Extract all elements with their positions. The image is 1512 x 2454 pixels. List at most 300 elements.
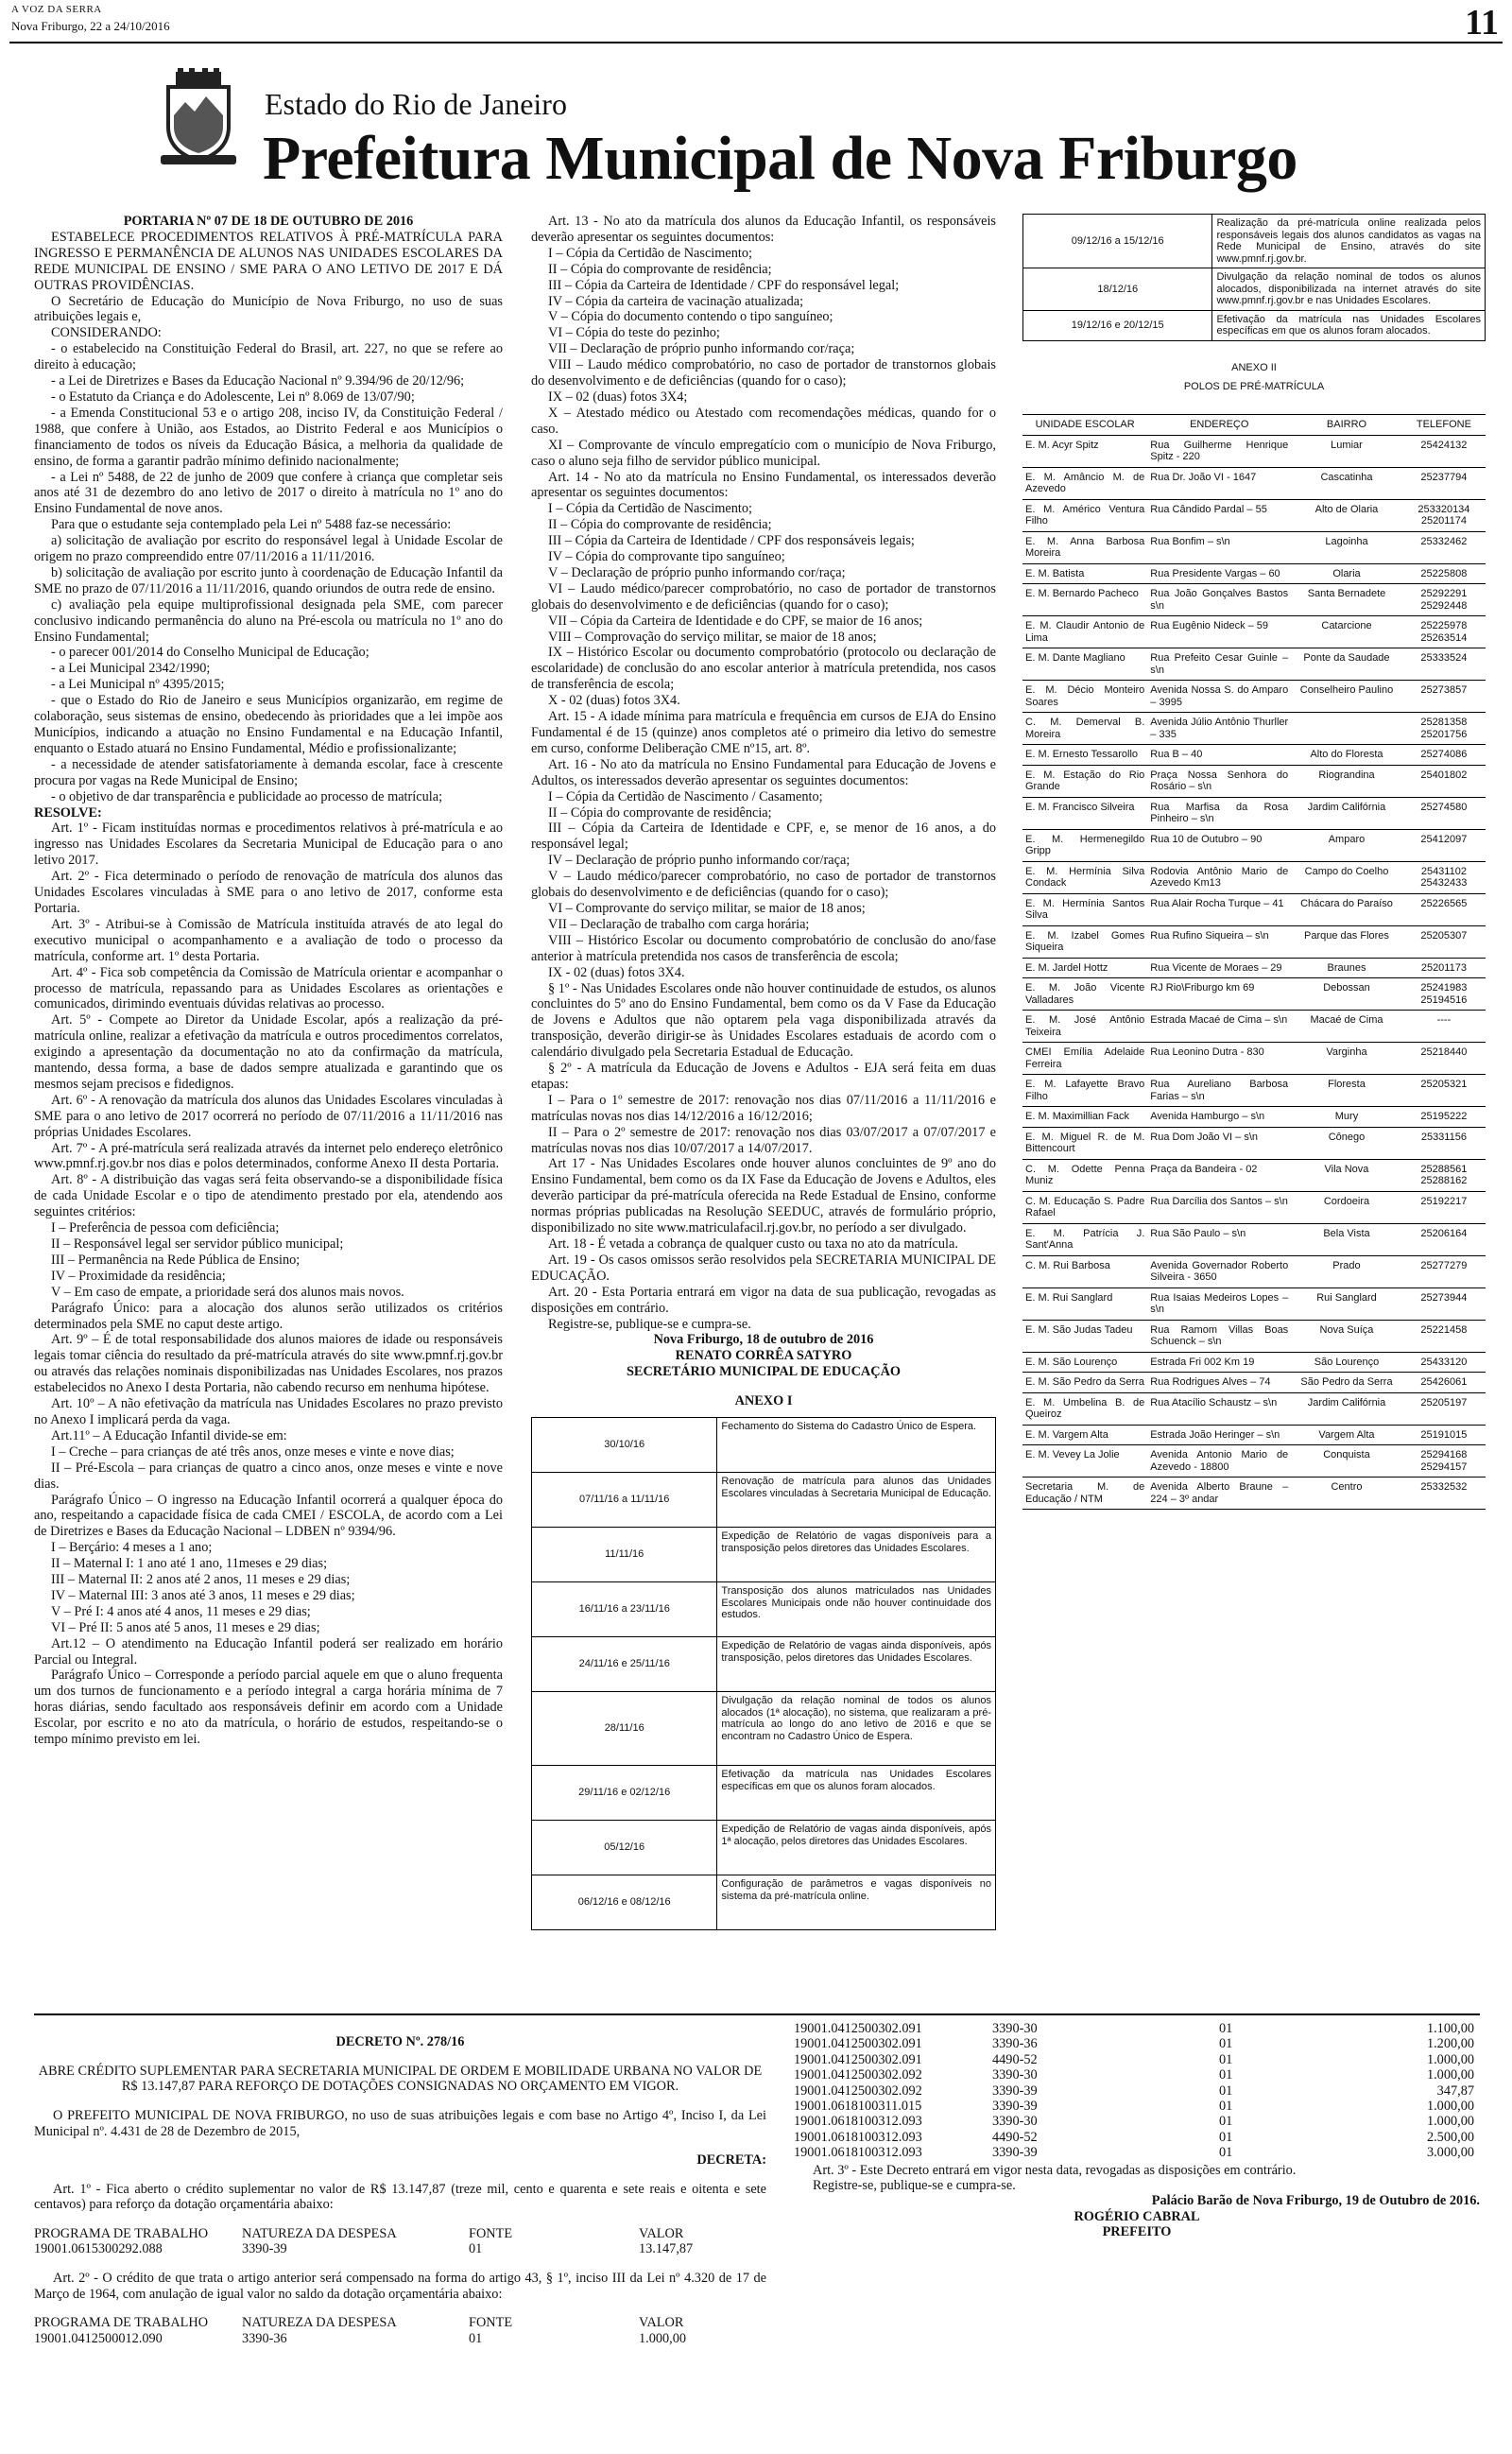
decreto-table-row: [794, 2052, 1480, 2067]
anexo1-row: [532, 1473, 996, 1528]
paragraph: VII – Declaração de trabalho com carga horária;: [548, 916, 810, 932]
paragraph: I – Para o 1º semestre de 2017: renovação nos dias 07/11/2016 a 11/11/2016 e matrículas novas nos dias 14/12/2016 a 16/12/2016;: [531, 1092, 996, 1124]
table-row: [1022, 563, 1486, 584]
school-name: E. M. Estação do Rio Grande: [1022, 765, 1147, 797]
school-district: Vila Nova: [1291, 1159, 1402, 1191]
school-name: E. M. Miguel R. de M. Bittencourt: [1022, 1127, 1147, 1159]
school-district: Floresta: [1291, 1075, 1402, 1107]
paragraph: Art. 9º – É de total responsabilidade dos alunos maiores de idade ou responsáveis legais tomar ciência do resultado da pré-matrícula através do site www.pmnf.rj.gov.br ou através das relações nominais disponibilizadas nas Unidades Escolares, nos prazos estabelecidos no Anexo I desta Portaria, não cabendo recurso em nenhuma hipótese.: [34, 1332, 503, 1396]
table-row: [1022, 531, 1486, 563]
table-row: [1022, 1287, 1486, 1320]
school-address: Avenida Nossa S. do Amparo – 3995: [1147, 681, 1291, 713]
anexo1-row: [532, 1528, 996, 1582]
t1-source: 01: [469, 2241, 483, 2257]
paragraph: § 1º - Nas Unidades Escolares onde não houver continuidade de estudos, os alunos concluintes do 5º ano do Ensino Fundamental, bem como os da V Fase da Educação de Jovens e Adultos que não optarem pela vaga disponibilizada através da transposição, deverão dirigir-se às Unidades Escolares estaduais de acordo com o calendário divulgado pela Secretaria Estadual de Educação.: [531, 980, 996, 1061]
paragraph: V – Pré I: 4 anos até 4 anos, 11 meses e 29 dias;: [51, 1603, 311, 1619]
paragraph: VIII – Laudo médico comprobatório, no caso de portador de transtornos globais do desenvolvimento e de deficiências (quando for o caso);: [531, 357, 996, 389]
school-address: Rua Isaias Medeiros Lopes – s\n: [1147, 1287, 1291, 1320]
table-row: [1022, 925, 1486, 958]
table-row: [1022, 829, 1486, 861]
decreto-table2-header: [34, 2315, 766, 2330]
school-address: Rua Eugênio Nideck – 59: [1147, 616, 1291, 648]
paragraph: IX – Histórico Escolar ou documento comprobatório (protocolo ou declaração de escolaridade) de conclusão do ano escolar anterior à matrícula pretendida, nos casos de transferência de escola;: [531, 645, 996, 693]
schedule-row: [1023, 268, 1486, 311]
school-name: E. M. Izabel Gomes Siqueira: [1022, 925, 1147, 958]
school-name: E. M. Décio Monteiro Soares: [1022, 681, 1147, 713]
school-name: E. M. Umbelina B. de Queiroz: [1022, 1392, 1147, 1425]
school-phone: 25273857: [1402, 681, 1486, 713]
school-address: Avenida Antonio Mario de Azevedo - 18800: [1147, 1445, 1291, 1478]
paragraph: II – Para o 2º semestre de 2017: renovação nos dias 03/07/2017 a 07/07/2017 e matrículas novas nos dias 10/07/2017 a 14/07/2017.: [531, 1124, 996, 1156]
school-district: São Lourenço: [1291, 1352, 1402, 1373]
school-name: E. M. Maximillian Fack: [1022, 1107, 1147, 1128]
school-name: E. M. Claudir Antonio de Lima: [1022, 616, 1147, 648]
paragraph: - a necessidade de atender satisfatoriamente à demanda escolar, face à crescente procura por vagas na Rede Municipal de Ensino;: [34, 756, 503, 788]
portaria-column-2: [531, 214, 996, 2005]
anexo1-activity: Expedição de Relatório de vagas ainda disponíveis, após transposição, pelos diretores das Unidades Escolares.: [717, 1637, 996, 1692]
school-phone: 25205321: [1402, 1075, 1486, 1107]
decreto-right: [794, 2021, 1480, 2240]
row-value: 1.100,00: [1426, 2021, 1474, 2036]
school-address: Rodovia Antônio Mario de Azevedo Km13: [1147, 861, 1291, 893]
paragraph: Art.11º – A Educação Infantil divide-se em:: [51, 1427, 287, 1443]
school-address: Rua Darcília dos Santos – s\n: [1147, 1191, 1291, 1223]
school-name: E. M. Hermínia Silva Condack: [1022, 861, 1147, 893]
paragraph: Art. 20 - Esta Portaria entrará em vigor na data de sua publicação, revogadas as disposições em contrário.: [531, 1284, 996, 1316]
school-phone: 25201173: [1402, 958, 1486, 978]
row-program: 19001.0412500302.091: [794, 2036, 922, 2052]
paragraph: IX – 02 (duas) fotos 3X4;: [548, 389, 688, 405]
paragraph: I – Creche – para crianças de até três anos, onze meses e vinte e nove dias;: [51, 1443, 455, 1460]
table-row: [1022, 978, 1486, 1011]
row-source: 01: [1219, 2021, 1233, 2036]
row-program: 19001.0412500302.091: [794, 2051, 922, 2067]
school-name: E. M. Patrícia J. Sant'Anna: [1022, 1223, 1147, 1255]
school-address: RJ Rio\Friburgo km 69: [1147, 978, 1291, 1011]
polos-header-cell: TELEFONE: [1402, 415, 1486, 436]
schedule-date: 19/12/16 e 20/12/15: [1023, 310, 1212, 340]
school-district: Riograndina: [1291, 765, 1402, 797]
paragraph: III – Cópia da Carteira de Identidade e CPF, e, se menor de 16 anos, a do responsável legal;: [531, 821, 996, 853]
portaria-column-1: [34, 214, 503, 2005]
paragraph: III – Cópia da Carteira de Identidade / CPF dos responsáveis legais;: [548, 533, 915, 549]
school-phone: 25226565: [1402, 893, 1486, 925]
decreto-summary: ABRE CRÉDITO SUPLEMENTAR PARA SECRETARIA MUNICIPAL DE ORDEM E MOBILIDADE URBANA NO VALOR DE R$ 13.147,87 PARA REFORÇO DE DOTAÇÕES CONSIGNADAS NO ORÇAMENTO EM VIGOR.: [38, 2064, 763, 2095]
t2-head-program: PROGRAMA DE TRABALHO: [34, 2315, 209, 2331]
paragraph: II – Responsável legal ser servidor público municipal;: [51, 1236, 344, 1252]
table-row: [1022, 1127, 1486, 1159]
school-district: Rui Sanglard: [1291, 1287, 1402, 1320]
school-phone: 25333524: [1402, 648, 1486, 681]
paragraph: - o Estatuto da Criança e do Adolescente, Lei nº 8.069 de 13/07/90;: [51, 389, 415, 405]
t1-value: 13.147,87: [639, 2241, 694, 2257]
paragraph: I – Berçário: 4 meses a 1 ano;: [51, 1540, 213, 1556]
school-name: Secretaria M. de Educação / NTM: [1022, 1478, 1147, 1510]
school-phone: 25412097: [1402, 829, 1486, 861]
school-name: E. M. José Antônio Teixeira: [1022, 1011, 1147, 1043]
paragraph: V – Laudo médico/parecer comprobatório, no caso de portador de transtornos globais do desenvolvimento e de deficiências (quando for o caso);: [531, 869, 996, 901]
schedule-activity: Realização da pré-matrícula online realizada pelos responsáveis legais dos alunos candidatos as vagas na Rede Municipal de Ensino, através do site www.pmnf.rj.gov.br.: [1212, 215, 1486, 268]
paragraph: PORTARIA Nº 07 DE 18 DE OUTUBRO DE 2016: [123, 214, 414, 229]
table-row: [1022, 1011, 1486, 1043]
decreto-table-row: [794, 2130, 1480, 2145]
paragraph: Art. 6º - A renovação da matrícula dos alunos das Unidades Escolares vinculadas à SME para o ano letivo de 2017 ocorrerá no período de 07/11/2016 a 11/11/2016 nas próprias Unidades Escolares.: [34, 1092, 503, 1140]
table-row: [1022, 1075, 1486, 1107]
school-phone: 25431102 25432433: [1402, 861, 1486, 893]
table-row: [1022, 1043, 1486, 1075]
row-program: 19001.0618100312.093: [794, 2114, 922, 2130]
anexo2-subtitle: POLOS DE PRÉ-MATRÍCULA: [1183, 381, 1325, 393]
masthead: [9, 4, 1503, 43]
school-phone: 25241983 25194516: [1402, 978, 1486, 1011]
decreto-table-row: [794, 2036, 1480, 2051]
paragraph: Art. 10º – A não efetivação da matrícula nas Unidades Escolares no prazo previsto no Anexo I implicará perda da vaga.: [34, 1396, 503, 1427]
row-program: 19001.0412500302.092: [794, 2067, 922, 2083]
polos-header-cell: ENDEREÇO: [1147, 415, 1291, 436]
anexo1-date: 24/11/16 e 25/11/16: [532, 1637, 717, 1692]
table-row: [1022, 467, 1486, 499]
paragraph: - o objetivo de dar transparência e publicidade ao processo de matrícula;: [51, 788, 443, 804]
decreto-left: [34, 2021, 766, 2346]
anexo1-date: 29/11/16 e 02/12/16: [532, 1766, 717, 1821]
paragraph: XI – Comprovante de vínculo empregatício com o município de Nova Friburgo, caso o aluno seja filho de servidor público municipal.: [531, 437, 996, 469]
paragraph: V – Em caso de empate, a prioridade será dos alunos mais novos.: [51, 1284, 404, 1300]
t2-head-source: FONTE: [469, 2315, 513, 2331]
paragraph: O Secretário de Educação do Município de Nova Friburgo, no uso de suas atribuições legais e,: [34, 293, 503, 325]
school-address: Avenida Alberto Braune – 224 – 3º andar: [1147, 1478, 1291, 1510]
school-district: Cônego: [1291, 1127, 1402, 1159]
school-district: [1291, 713, 1402, 745]
paragraph: - a Lei Municipal 2342/1990;: [51, 661, 211, 677]
paragraph: Parágrafo Único – Corresponde a período parcial aquele em que o aluno frequenta um dos turnos de funcionamento e a período integral a carga horária mínima de 7 horas diárias, sendo facultado aos responsáveis definir em acordo com a Unidade Escolar, por escrito e no ato da matrícula, o horário de estudos, respeitando-se o tempo mínimo previsto em lei.: [34, 1668, 503, 1748]
school-district: Mury: [1291, 1107, 1402, 1128]
paragraph: X – Atestado médico ou Atestado com recomendações médicas, quando for o caso.: [531, 405, 996, 437]
school-name: E. M. São Judas Tadeu: [1022, 1320, 1147, 1352]
row-source: 01: [1219, 2114, 1233, 2130]
row-nature: 3390-30: [992, 2021, 1038, 2036]
school-name: E. M. Francisco Silveira: [1022, 797, 1147, 829]
anexo1-activity: Renovação de matrícula para alunos das Unidades Escolares vinculadas à Secretaria Municipal de Educação.: [717, 1473, 996, 1528]
paragraph: - a Lei de Diretrizes e Bases da Educação Nacional nº 9.394/96 de 20/12/96;: [51, 373, 465, 389]
decreto-table2-continuation: [794, 2021, 1480, 2161]
school-name: E. M. Amâncio M. de Azevedo: [1022, 467, 1147, 499]
school-district: Parque das Flores: [1291, 925, 1402, 958]
row-nature: 3390-30: [992, 2067, 1038, 2083]
row-nature: 3390-39: [992, 2099, 1038, 2115]
school-address: Rua Marfisa da Rosa Pinheiro – s\n: [1147, 797, 1291, 829]
decreto-table-row: [794, 2067, 1480, 2082]
paragraph: V – Declaração de próprio punho informando cor/raça;: [548, 564, 846, 580]
anexo1-activity: Configuração de parâmetros e vagas disponíveis no sistema da pré-matrícula online.: [717, 1875, 996, 1930]
school-address: Rua Dom João VI – s\n: [1147, 1127, 1291, 1159]
paragraph: Art.12 – O atendimento na Educação Infantil poderá ser realizado em horário Parcial ou Integral.: [34, 1635, 503, 1668]
row-program: 19001.0618100312.093: [794, 2129, 922, 2145]
paragraph: RESOLVE:: [34, 804, 102, 821]
school-address: Praça da Bandeira - 02: [1147, 1159, 1291, 1191]
paragraph: Art. 5º - Compete ao Diretor da Unidade Escolar, após a realização da pré-matrícula online, realizar a efetivação da matrícula e outros procedimentos correlatos, exigindo a apresentação da documentação no ato da confirmação da matrícula, mantendo, dessa forma, a base de dados sempre atualizada e garantindo que os mesmos sejam precisos e fidedignos.: [34, 1012, 503, 1092]
school-address: Rua Leonino Dutra - 830: [1147, 1043, 1291, 1075]
anexo1-activity: Expedição de Relatório de vagas ainda disponíveis, após 1ª alocação, pelos diretores das Unidades Escolares.: [717, 1821, 996, 1875]
school-phone: 25292291 25292448: [1402, 584, 1486, 616]
paragraph: Art. 13 - No ato da matrícula dos alunos da Educação Infantil, os responsáveis deverão apresentar os seguintes documentos:: [531, 214, 996, 245]
school-name: E. M. Hermenegildo Gripp: [1022, 829, 1147, 861]
paragraph: SECRETÁRIO MUNICIPAL DE EDUCAÇÃO: [626, 1364, 902, 1380]
school-district: Braunes: [1291, 958, 1402, 978]
school-district: Conquista: [1291, 1445, 1402, 1478]
signer-role: PREFEITO: [1102, 2224, 1172, 2240]
schedule-row: [1023, 215, 1486, 268]
t1-head-source: FONTE: [469, 2226, 513, 2242]
school-address: Estrada Fri 002 Km 19: [1147, 1352, 1291, 1373]
table-row: [1022, 1223, 1486, 1255]
school-phone: 25195222: [1402, 1107, 1486, 1128]
paragraph: II – Cópia do comprovante de residência;: [548, 804, 772, 821]
school-district: Nova Suíça: [1291, 1320, 1402, 1352]
edition-date: Nova Friburgo, 22 a 24/10/2016: [11, 19, 170, 33]
paragraph: Art. 14 - No ato da matrícula no Ensino Fundamental, os interessados deverão apresentar os seguintes documentos:: [531, 469, 996, 501]
decreto-preamble: O PREFEITO MUNICIPAL DE NOVA FRIBURGO, no uso de suas atribuições legais e com base no Artigo 4º, Inciso I, da Lei Municipal nº. 4.431 de 28 de Dezembro de 2015,: [34, 2108, 766, 2139]
school-address: Rua Aureliano Barbosa Farias – s\n: [1147, 1075, 1291, 1107]
anexo1-date: 16/11/16 a 23/11/16: [532, 1582, 717, 1637]
anexo1-row: [532, 1766, 996, 1821]
school-address: Avenida Hamburgo – s\n: [1147, 1107, 1291, 1128]
school-phone: 25191015: [1402, 1425, 1486, 1445]
row-source: 01: [1219, 2145, 1233, 2161]
paragraph: Parágrafo Único: para a alocação dos alunos serão utilizados os critérios determinados pela SME no caput deste artigo.: [34, 1300, 503, 1332]
paragraph: VII – Declaração de próprio punho informando cor/raça;: [548, 341, 855, 357]
anexo1-activity: Expedição de Relatório de vagas disponíveis para a transposição pelos diretores das Unidades Escolares.: [717, 1528, 996, 1582]
school-address: Rua Dr. João VI - 1647: [1147, 467, 1291, 499]
anexo1-activity: Transposição dos alunos matriculados nas Unidades Escolares Municipais onde não houver continuidade dos estudos.: [717, 1582, 996, 1637]
school-name: E. M. Ernesto Tessarollo: [1022, 745, 1147, 766]
paragraph: Registre-se, publique-se e cumpra-se.: [548, 1316, 751, 1332]
school-phone: 25281358 25201756: [1402, 713, 1486, 745]
school-district: Campo do Coelho: [1291, 861, 1402, 893]
row-nature: 4490-52: [992, 2129, 1038, 2145]
row-source: 01: [1219, 2036, 1233, 2052]
table-row: [1022, 648, 1486, 681]
paragraph: RENATO CORRÊA SATYRO: [675, 1348, 852, 1364]
polos-header-row: [1022, 415, 1486, 436]
school-district: Vargem Alta: [1291, 1425, 1402, 1445]
school-name: E. M. João Vicente Valladares: [1022, 978, 1147, 1011]
anexo1-row: [532, 1637, 996, 1692]
paragraph: II – Cópia do comprovante de residência;: [548, 517, 772, 533]
school-name: E. M. Vargem Alta: [1022, 1425, 1147, 1445]
table-row: [1022, 1425, 1486, 1445]
table-row: [1022, 765, 1486, 797]
paragraph: Art. 19 - Os casos omissos serão resolvidos pela SECRETARIA MUNICIPAL DE EDUCAÇÃO.: [531, 1252, 996, 1284]
paragraph: Art. 1º - Ficam instituídas normas e procedimentos relativos à pré-matrícula e ao ingresso nas Unidades Escolares da Secretaria Municipal de Educação para o ano letivo 2017.: [34, 821, 503, 869]
t1-nature: 3390-39: [242, 2241, 287, 2257]
paragraph: - a Emenda Constitucional 53 e o artigo 208, inciso IV, da Constituição Federal / 1988, que confere à União, aos Estados, ao Distrito Federal e aos Municípios o financiamento de todos os níveis da Educação Básica, a melhoria da qualidade de ensino, de forma a garantir padrão mínimo definido nacionalmente;: [34, 405, 503, 469]
table-row: [1022, 1320, 1486, 1352]
school-phone: 25225978 25263514: [1402, 616, 1486, 648]
paragraph: - que o Estado do Rio de Janeiro e seus Municípios organizarão, em regime de colaboração, seus sistemas de ensino, obedecendo às prioridades que a lei impõe aos Municípios, indicando a atuação no Ensino Fundamental e na Educação Infantil, enquanto o Estado atuará no Ensino Fundamental, Médio e profissionalizante;: [34, 693, 503, 756]
school-name: E. M. São Pedro da Serra: [1022, 1373, 1147, 1393]
school-phone: 25274580: [1402, 797, 1486, 829]
table-row: [1022, 1352, 1486, 1373]
school-name: E. M. Bernardo Pacheco: [1022, 584, 1147, 616]
school-district: Centro: [1291, 1478, 1402, 1510]
school-phone: 25274086: [1402, 745, 1486, 766]
school-name: E. M. Rui Sanglard: [1022, 1287, 1147, 1320]
row-value: 1.000,00: [1426, 2051, 1474, 2067]
paragraph: IV – Cópia do comprovante tipo sanguíneo;: [548, 549, 785, 565]
schedule-activity: Efetivação da matrícula nas Unidades Escolares específicas em que os alunos foram alocados.: [1212, 310, 1486, 340]
paragraph: Art. 18 - É vetada a cobrança de qualquer custo ou taxa no ato da matrícula.: [548, 1236, 958, 1252]
decreto-art3: Art. 3º - Este Decreto entrará em vigor nesta data, revogadas as disposições em contrário.: [813, 2162, 1297, 2178]
paragraph: - o estabelecido na Constituição Federal do Brasil, art. 227, no que se refere ao direito à educação;: [34, 341, 503, 373]
school-district: Catarcione: [1291, 616, 1402, 648]
school-phone: 25277279: [1402, 1255, 1486, 1287]
t2-nature: 3390-36: [242, 2330, 287, 2346]
school-phone: 25331156: [1402, 1127, 1486, 1159]
coat-of-arms-icon: [161, 68, 236, 172]
state-name: Estado do Rio de Janeiro: [265, 87, 567, 121]
school-district: Prado: [1291, 1255, 1402, 1287]
table-row: [1022, 681, 1486, 713]
school-phone: 25288561 25288162: [1402, 1159, 1486, 1191]
anexo1-date: 05/12/16: [532, 1821, 717, 1875]
row-source: 01: [1219, 2129, 1233, 2145]
paragraph: I – Preferência de pessoa com deficiência;: [51, 1220, 280, 1236]
paragraph: Para que o estudante seja contemplado pela Lei nº 5488 faz-se necessário:: [51, 517, 452, 533]
paragraph: Nova Friburgo, 18 de outubro de 2016: [653, 1332, 874, 1348]
anexo1-activity: Divulgação da relação nominal de todos os alunos alocados (1ª alocação), no sistema, que realizaram a pré-matrícula ao longo do ano letivo de 2016 e que se encontram no Cadastro Único de Espera.: [717, 1692, 996, 1766]
decreto-table-row: [794, 2021, 1480, 2036]
school-district: Debossan: [1291, 978, 1402, 1011]
anexo1-row: [532, 1821, 996, 1875]
decreto-decreta: DECRETA:: [696, 2152, 766, 2169]
table-row: [1022, 584, 1486, 616]
school-phone: 25424132: [1402, 435, 1486, 467]
table-row: [1022, 713, 1486, 745]
school-address: Rua Vicente de Moraes – 29: [1147, 958, 1291, 978]
school-phone: 25225808: [1402, 563, 1486, 584]
paragraph: II – Maternal I: 1 ano até 1 ano, 11meses e 29 dias;: [51, 1556, 328, 1572]
paragraph: VIII – Histórico Escolar ou documento comprobatório de conclusão do ano/fase anterior à matrícula pretendida nos casos de transferência de escola;: [531, 932, 996, 964]
decreto-table-row: [794, 2083, 1480, 2099]
school-phone: ----: [1402, 1011, 1486, 1043]
table-row: [1022, 1159, 1486, 1191]
paragraph: a) solicitação de avaliação por escrito do responsável legal à Unidade Escolar de origem no prazo compreendido entre 07/11/2016 a 11/11/2016.: [34, 533, 503, 565]
row-program: 19001.0412500302.092: [794, 2082, 922, 2099]
school-address: Rua João Gonçalves Bastos s\n: [1147, 584, 1291, 616]
paragraph: VI – Comprovante do serviço militar, se maior de 18 anos;: [548, 900, 866, 916]
school-address: Rua Rufino Siqueira – s\n: [1147, 925, 1291, 958]
schedule-date: 18/12/16: [1023, 268, 1212, 311]
row-nature: 3390-39: [992, 2082, 1038, 2099]
school-district: Ponte da Saudade: [1291, 648, 1402, 681]
schedule-activity: Divulgação da relação nominal de todos os alunos alocados, disponibilizada na internet através do site www.pmnf.rj.gov.br e nas Unidades Escolares.: [1212, 268, 1486, 311]
row-value: 2.500,00: [1426, 2129, 1474, 2145]
paragraph: CONSIDERANDO:: [51, 325, 162, 341]
school-phone: 25332462: [1402, 531, 1486, 563]
paragraph: b) solicitação de avaliação por escrito junto à coordenação de Educação Infantil da SME no prazo de 07/11/2016 a 11/11/2016, quando oriundos de outra rede de ensino.: [34, 564, 503, 596]
school-phone: 25433120: [1402, 1352, 1486, 1373]
anexo1-row: [532, 1875, 996, 1930]
school-district: Lumiar: [1291, 435, 1402, 467]
anexo2-title: ANEXO II: [1231, 361, 1277, 373]
paragraph: IV – Cópia da carteira de vacinação atualizada;: [548, 293, 804, 309]
school-name: E. M. Batista: [1022, 563, 1147, 584]
school-district: Jardim Califórnia: [1291, 797, 1402, 829]
school-district: Chácara do Paraíso: [1291, 893, 1402, 925]
table-row: [1022, 435, 1486, 467]
school-phone: 25205307: [1402, 925, 1486, 958]
school-district: Amparo: [1291, 829, 1402, 861]
row-value: 1.200,00: [1426, 2036, 1474, 2052]
school-name: E. M. Hermínia Santos Silva: [1022, 893, 1147, 925]
paragraph: Art. 8º - A distribuição das vagas será feita observando-se a disponibilidade física de cada Unidade Escolar e o tipo de atendimento prestado por ela, atendendo aos seguintes critérios:: [34, 1172, 503, 1220]
school-phone: 253320134 25201174: [1402, 499, 1486, 531]
row-nature: 3390-39: [992, 2145, 1038, 2161]
decreto-art1: Art. 1º - Fica aberto o crédito suplementar no valor de R$ 13.147,87 (treze mil, cento e quarenta e sete reais e oitenta e sete centavos) para reforço da dotação orçamentária abaixo:: [34, 2181, 766, 2213]
paragraph: c) avaliação pela equipe multiprofissional designada pela SME, com parecer conclusivo indicando permanência do aluno na Pré-escola ou matrícula no 1º ano do Ensino Fundamental;: [34, 596, 503, 645]
school-name: E. M. Dante Magliano: [1022, 648, 1147, 681]
decreto-closing: Registre-se, publique-se e cumpra-se.: [813, 2178, 1016, 2194]
anexo1-activity: Fechamento do Sistema do Cadastro Único de Espera.: [717, 1418, 996, 1473]
polos-header-cell: UNIDADE ESCOLAR: [1022, 415, 1147, 436]
school-district: Santa Bernadete: [1291, 584, 1402, 616]
anexo1-date: 28/11/16: [532, 1692, 717, 1766]
table-row: [1022, 1478, 1486, 1510]
anexo1-row: [532, 1418, 996, 1473]
t2-program: 19001.0412500012.090: [34, 2330, 163, 2346]
school-phone: 25192217: [1402, 1191, 1486, 1223]
school-name: C. M. Educação S. Padre Rafael: [1022, 1191, 1147, 1223]
paragraph: VI – Pré II: 5 anos até 5 anos, 11 meses e 29 dias;: [51, 1619, 320, 1635]
paragraph: VI – Cópia do teste do pezinho;: [548, 325, 720, 341]
school-phone: 25205197: [1402, 1392, 1486, 1425]
decreto-table2-row: [34, 2331, 766, 2346]
row-program: 19001.0618100311.015: [794, 2099, 922, 2115]
row-value: 1.000,00: [1426, 2067, 1474, 2083]
anexo1-row: [532, 1692, 996, 1766]
decreto-title: DECRETO Nº. 278/16: [335, 2034, 465, 2050]
paragraph: X - 02 (duas) fotos 3X4.: [548, 693, 680, 709]
paragraph: IV – Proximidade da residência;: [51, 1268, 226, 1284]
school-phone: 25401802: [1402, 765, 1486, 797]
school-district: Macaé de Cima: [1291, 1011, 1402, 1043]
anexo1-activity: Efetivação da matrícula nas Unidades Escolares específicas em que os alunos foram alocados.: [717, 1766, 996, 1821]
school-phone: 25332532: [1402, 1478, 1486, 1510]
school-district: Conselheiro Paulino: [1291, 681, 1402, 713]
school-address: Rua Prefeito Cesar Guinle – s\n: [1147, 648, 1291, 681]
paragraph: V – Cópia do documento contendo o tipo sanguíneo;: [548, 309, 833, 325]
school-name: E. M. São Lourenço: [1022, 1352, 1147, 1373]
row-nature: 3390-36: [992, 2036, 1038, 2052]
anexo1-date: 07/11/16 a 11/11/16: [532, 1473, 717, 1528]
school-address: Avenida Governador Roberto Silveira - 3650: [1147, 1255, 1291, 1287]
paragraph: Art. 3º - Atribui-se à Comissão de Matrícula instituída através de ato legal do executivo municipal o acompanhamento e a avaliação de todo o processo da matrícula, conforme art. 1º desta Portaria.: [34, 916, 503, 964]
school-address: Rua São Paulo – s\n: [1147, 1223, 1291, 1255]
school-name: E. M. Américo Ventura Filho: [1022, 499, 1147, 531]
school-phone: 25426061: [1402, 1373, 1486, 1393]
school-address: Rua Guilherme Henrique Spitz - 220: [1147, 435, 1291, 467]
school-district: Olaria: [1291, 563, 1402, 584]
paragraph: Art. 4º - Fica sob competência da Comissão de Matrícula orientar e acompanhar o processo de matrícula, repassando para as Unidades Escolares as orientações e comunicados, dirimindo eventuais dúvidas relativas ao processo.: [34, 964, 503, 1012]
prefeitura-header: [170, 59, 1351, 193]
school-name: C. M. Demerval B. Moreira: [1022, 713, 1147, 745]
paragraph: Art. 15 - A idade mínima para matrícula e frequência em cursos de EJA do Ensino Fundamental é de 15 (quinze) anos completos até o primeiro dia letivo do semestre em curso, conforme Deliberação CME nº15, art. 8º.: [531, 709, 996, 756]
t1-head-program: PROGRAMA DE TRABALHO: [34, 2226, 209, 2242]
school-district: Jardim Califórnia: [1291, 1392, 1402, 1425]
paragraph: - o parecer 001/2014 do Conselho Municipal de Educação;: [51, 645, 369, 661]
school-phone: 25273944: [1402, 1287, 1486, 1320]
school-name: E. M. Anna Barbosa Moreira: [1022, 531, 1147, 563]
